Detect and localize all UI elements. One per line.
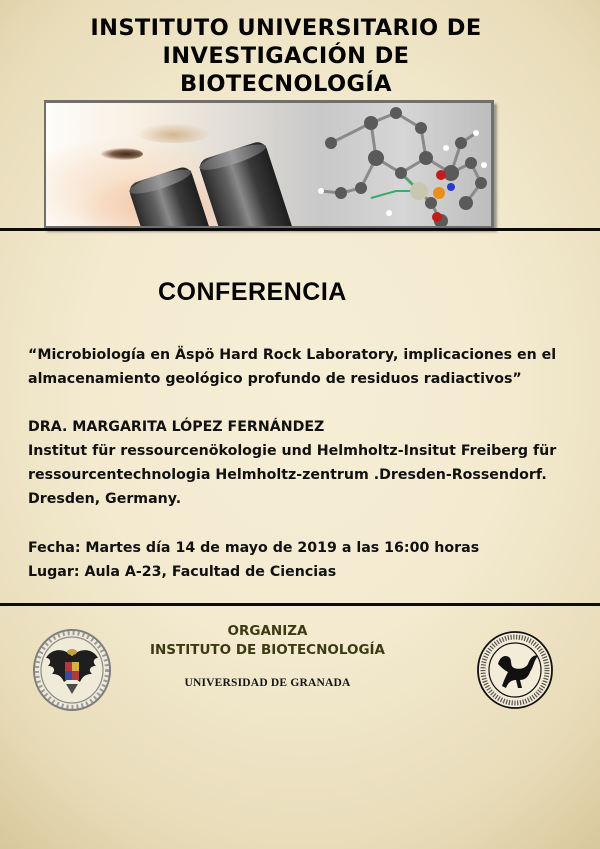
speaker-affiliation-line-3: Dresden, Germany.: [28, 491, 182, 507]
event-logistics: [28, 536, 588, 584]
banner-image-frame: [44, 100, 494, 228]
biotecnologia-pegasus-seal-icon: [476, 630, 554, 710]
molecule-model-icon: [301, 103, 491, 226]
top-divider: [0, 228, 600, 231]
organiza-label: ORGANIZA: [227, 623, 308, 639]
speaker-affiliation-line-1: Institut für ressourcenökologie und Helmholtz-Insitut Freiberg für: [28, 443, 557, 459]
institute-title-line-1: INSTITUTO UNIVERSITARIO DE: [90, 15, 482, 41]
event-type-heading: CONFERENCIA: [158, 278, 347, 306]
scientist-eye: [101, 148, 143, 160]
banner-image: [46, 103, 491, 226]
speaker-name: DRA. MARGARITA LÓPEZ FERNÁNDEZ: [28, 419, 325, 435]
institute-title-line-2: INVESTIGACIÓN DE: [162, 43, 410, 69]
organizer-block: [0, 622, 535, 660]
bottom-divider: [0, 603, 600, 606]
institute-title: [0, 14, 572, 98]
institute-title-line-3: BIOTECNOLOGÍA: [180, 71, 392, 97]
university-name: UNIVERSIDAD DE GRANADA: [184, 677, 351, 689]
scientist-brow: [136, 123, 211, 143]
event-place: Lugar: Aula A-23, Facultad de Ciencias: [28, 564, 337, 580]
organizer-name: INSTITUTO DE BIOTECNOLOGÍA: [149, 642, 385, 658]
speaker-block: [28, 415, 588, 511]
talk-title-line-2: almacenamiento geológico profundo de residuos radiactivos”: [28, 371, 522, 387]
speaker-affiliation-line-2: ressourcentechnologia Helmholtz-zentrum .Dresden-Rossendorf.: [28, 467, 547, 483]
event-date: Fecha: Martes día 14 de mayo de 2019 a las 16:00 horas: [28, 540, 480, 556]
talk-title-line-1: “Microbiología en Äspö Hard Rock Laboratory, implicaciones en el: [28, 347, 557, 363]
talk-title: [28, 343, 588, 391]
